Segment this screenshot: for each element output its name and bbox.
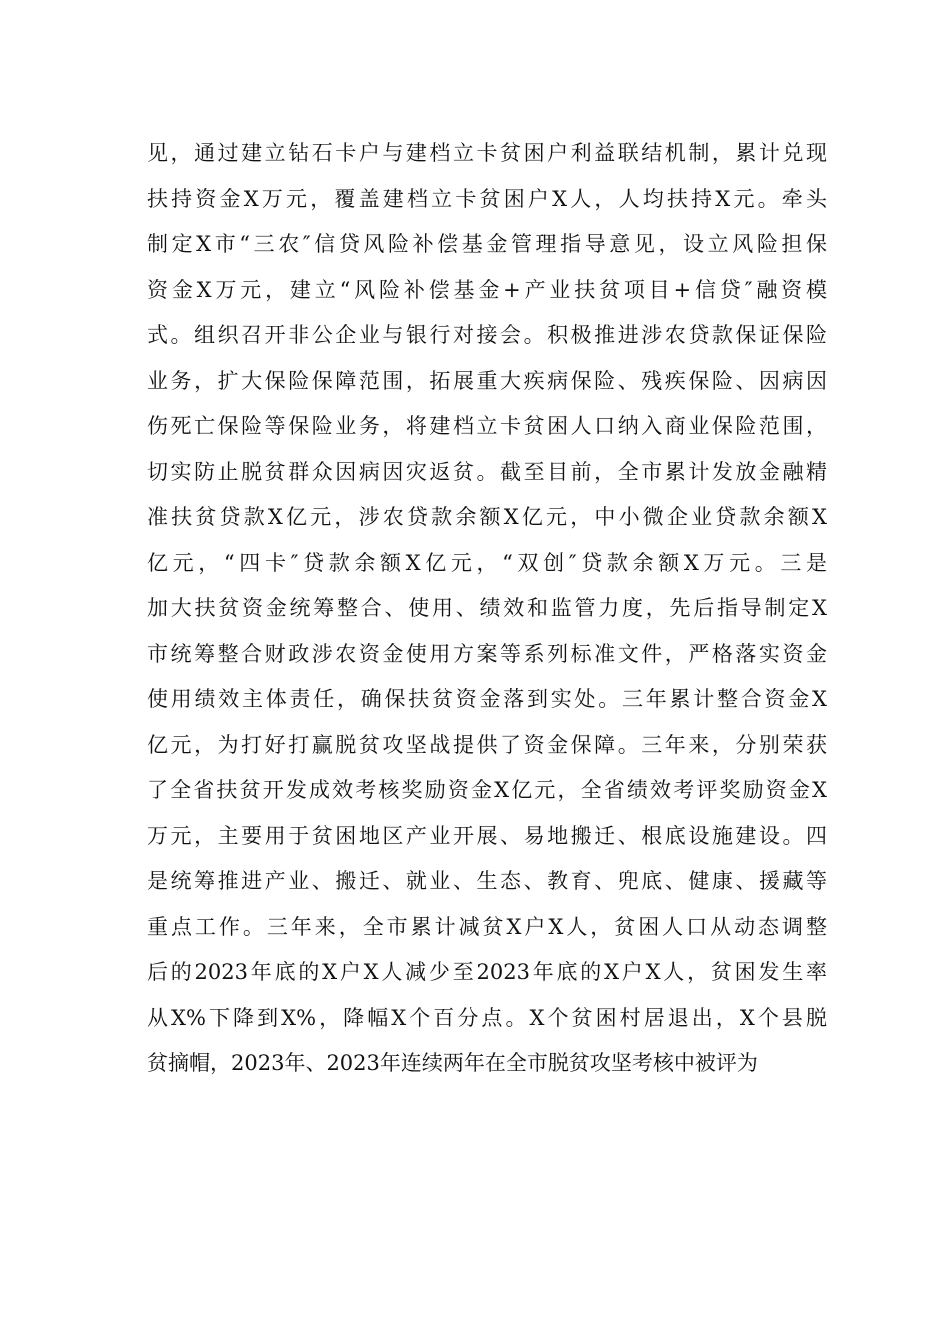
text-line: 是统筹推进产业、搬迁、就业、生态、教育、兜底、健康、援藏等: [147, 869, 827, 893]
text-line: 制定X市“三农″信贷风险补偿基金管理指导意见，设立风险担保: [147, 232, 827, 256]
text-line: 亿元，“四卡″贷款余额X亿元，“双创″贷款余额X万元。三是: [147, 550, 827, 575]
text-line: 扶持资金X万元，覆盖建档立卡贫困户X人，人均扶持X元。牵头: [147, 186, 827, 211]
text-line: 了全省扶贫开发成效考核奖励资金X亿元，全省绩效考评奖励资金X: [147, 778, 827, 802]
text-line: 资金X万元，建立“风险补偿基金+产业扶贫项目+信贷″融资模: [147, 277, 827, 302]
text-line: 贫摘帽，2023年、2023年连续两年在全市脱贫攻坚考核中被评为: [147, 1051, 758, 1075]
text-line: 准扶贫贷款X亿元，涉农贷款余额X亿元，中小微企业贷款余额X: [147, 505, 827, 529]
text-line: 重点工作。三年来，全市累计减贫X户X人，贫困人口从动态调整: [147, 914, 827, 939]
text-line: 见，通过建立钻石卡户与建档立卡贫困户利益联结机制，累计兑现: [147, 141, 827, 165]
text-line: 市统筹整合财政涉农资金使用方案等系列标准文件，严格落实资金: [147, 641, 827, 666]
text-line: 从X%下降到X%，降幅X个百分点。X个贫困村居退出，X个县脱: [147, 1005, 827, 1030]
text-line: 业务，扩大保险保障范围，拓展重大疾病保险、残疾保险、因病因: [147, 368, 827, 393]
text-line: 亿元，为打好打赢脱贫攻坚战提供了资金保障。三年来，分别荣获: [147, 732, 827, 757]
text-line: 伤死亡保险等保险业务，将建档立卡贫困人口纳入商业保险范围，: [147, 414, 827, 438]
text-line: 切实防止脱贫群众因病因灾返贫。截至目前，全市累计发放金融精: [147, 459, 827, 484]
body-text: [147, 131, 827, 1087]
text-line: 万元，主要用于贫困地区产业开展、易地搬迁、根底设施建设。四: [147, 823, 827, 848]
text-line: 使用绩效主体责任，确保扶贫资金落到实处。三年累计整合资金X: [147, 687, 827, 711]
text-line: 加大扶贫资金统筹整合、使用、绩效和监管力度，先后指导制定X: [147, 596, 827, 620]
text-line: 后的2023年底的X户X人减少至2023年底的X户X人，贫困发生率: [147, 960, 827, 984]
text-line: 式。组织召开非公企业与银行对接会。积极推进涉农贷款保证保险: [147, 323, 827, 347]
